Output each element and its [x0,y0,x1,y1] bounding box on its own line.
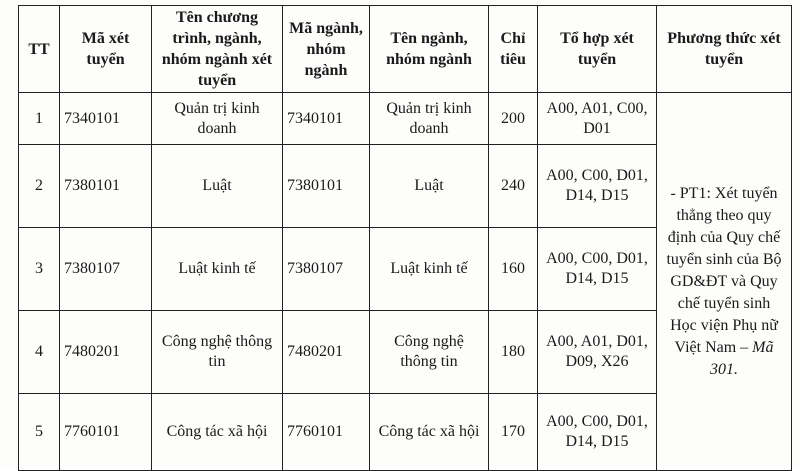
cell-code: 7480201 [60,311,152,394]
cell-program: Luật kinh tế [152,228,283,311]
cell-major-name: Công tác xã hội [370,394,489,471]
cell-combos: A00, C00, D01, D14, D15 [538,394,657,471]
method-text: - PT1: Xét tuyển thẳng theo quy định của Quy chế tuyển sinh của Bộ GD&ĐT và Quy chế tuyển sinh Học viện Phụ nữ Việt Nam [666,184,782,356]
cell-major-name: Quản trị kinh doanh [370,93,489,145]
header-program: Tên chương trình, ngành, nhóm ngành xét tuyển [152,6,283,93]
cell-combos: A00, A01, D01, D09, X26 [538,311,657,394]
cell-program: Công nghệ thông tin [152,311,283,394]
header-code: Mã xét tuyển [60,6,152,93]
cell-tt: 1 [19,93,60,145]
table-row [19,93,792,145]
cell-major-name: Luật [370,145,489,228]
cell-major-code: 7380101 [283,145,370,228]
cell-combos: A00, C00, D01, D14, D15 [538,228,657,311]
cell-program: Công tác xã hội [152,394,283,471]
cell-quota: 180 [489,311,538,394]
cell-quota: 160 [489,228,538,311]
cell-code: 7380101 [60,145,152,228]
cell-major-code: 7760101 [283,394,370,471]
cell-program: Quản trị kinh doanh [152,93,283,145]
header-method: Phương thức xét tuyển [657,6,792,93]
header-tt: TT [19,6,60,93]
method-code: – Mã 301. [710,338,774,378]
cell-tt: 2 [19,145,60,228]
cell-tt: 5 [19,394,60,471]
cell-combos: A00, C00, D01, D14, D15 [538,145,657,228]
cell-quota: 170 [489,394,538,471]
header-quota: Chỉ tiêu [489,6,538,93]
cell-major-name: Luật kinh tế [370,228,489,311]
cell-major-code: 7340101 [283,93,370,145]
cell-code: 7760101 [60,394,152,471]
cell-tt: 4 [19,311,60,394]
header-row [19,6,792,93]
cell-code: 7380107 [60,228,152,311]
cell-major-code: 7380107 [283,228,370,311]
cell-method [657,93,792,471]
cell-major-code: 7480201 [283,311,370,394]
cell-quota: 240 [489,145,538,228]
header-major-name: Tên ngành, nhóm ngành [370,6,489,93]
cell-combos: A00, A01, C00, D01 [538,93,657,145]
header-major-code: Mã ngành, nhóm ngành [283,6,370,93]
cell-code: 7340101 [60,93,152,145]
cell-tt: 3 [19,228,60,311]
header-combos: Tổ hợp xét tuyển [538,6,657,93]
cell-program: Luật [152,145,283,228]
admission-table [18,5,792,471]
cell-quota: 200 [489,93,538,145]
cell-major-name: Công nghệ thông tin [370,311,489,394]
